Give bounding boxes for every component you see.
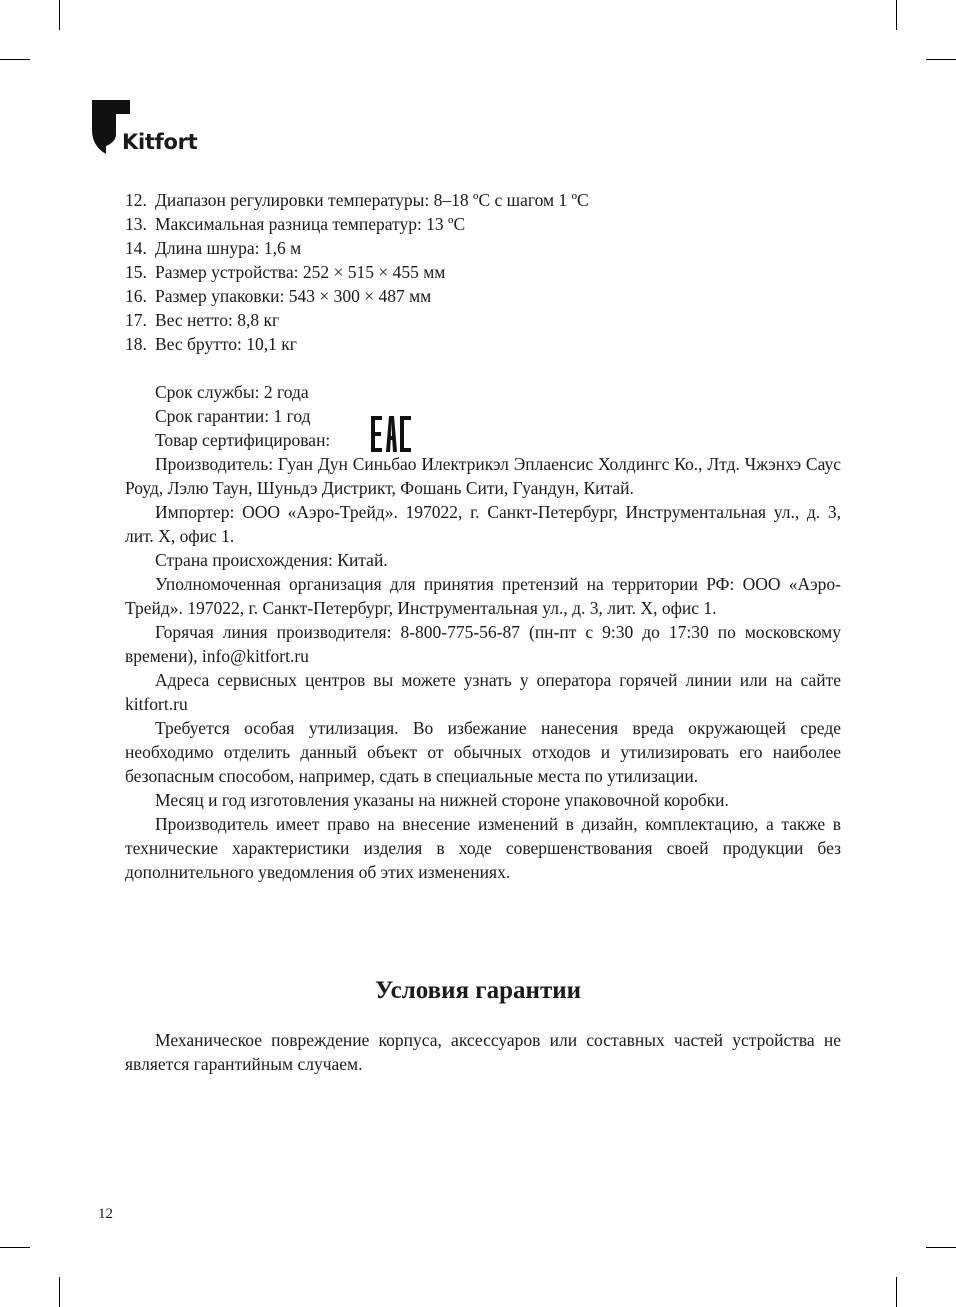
- eac-mark-icon: [371, 414, 411, 454]
- crop-mark-left-top: [0, 59, 30, 60]
- certified-label: Товар сертифицирован:: [155, 430, 331, 450]
- service-life: Срок службы: 2 года: [155, 382, 309, 402]
- crop-mark-bottom-left: [59, 1277, 60, 1307]
- spec-item: 14. Длина шнура: 1,6 м: [125, 238, 302, 258]
- service-centers-paragraph: Адреса сервисных центров вы можете узнать у оператора горячей линии или на сайте kitfort.ru: [125, 670, 841, 714]
- warranty-period: Срок гарантии: 1 год: [155, 406, 311, 426]
- certification-row: [125, 428, 841, 452]
- manufacture-date-paragraph: Месяц и год изготовления указаны на нижней стороне упаковочной коробки.: [155, 790, 729, 810]
- warranty-paragraph: Механическое повреждение корпуса, аксессуаров или составных частей устройства не является гарантийным случаем.: [125, 1030, 841, 1074]
- spec-item: 15. Размер устройства: 252 × 515 × 455 мм: [125, 262, 446, 282]
- main-content: [125, 188, 841, 884]
- spec-list: [125, 188, 841, 356]
- spec-item: 12. Диапазон регулировки температуры: 8–18 ºС с шагом 1 ºС: [125, 190, 589, 210]
- crop-mark-right-bottom: [926, 1247, 956, 1248]
- warranty-section: [125, 1028, 841, 1076]
- spec-item: 13. Максимальная разница температур: 13 ºС: [125, 214, 466, 234]
- disposal-paragraph: Требуется особая утилизация. Во избежание нанесения вреда окружающей среде необходимо отделить данный объект от обычных отходов и утилизировать его наиболее безопасным способом, например, сдать в специальные места по утилизации.: [125, 718, 841, 786]
- crop-mark-top-left: [59, 0, 60, 30]
- hotline-paragraph: Горячая линия производителя: 8-800-775-56-87 (пн-пт с 9:30 до 17:30 по московскому времени), info@kitfort.ru: [125, 622, 841, 666]
- brand-name: Kitfort: [122, 130, 198, 154]
- warranty-section-title: Условия гарантии: [374, 977, 582, 1004]
- crop-mark-top-right: [896, 0, 897, 30]
- changes-paragraph: Производитель имеет право на внесение изменений в дизайн, комплектацию, а также в технические характеристики изделия в ходе совершенствования своей продукции без дополнительного уведомления об этих изменениях.: [125, 814, 841, 882]
- authorized-org-paragraph: Уполномоченная организация для принятия претензий на территории РФ: ООО «Аэро-Трейд». 197022, г. Санкт-Петербург, Инструментальная ул., д. 3, лит. Х, офис 1.: [125, 574, 841, 618]
- importer-paragraph: Импортер: ООО «Аэро-Трейд». 197022, г. Санкт-Петербург, Инструментальная ул., д. 3, лит. Х, офис 1.: [125, 502, 841, 546]
- country-paragraph: Страна происхождения: Китай.: [155, 550, 388, 570]
- page-number: 12: [98, 1206, 113, 1222]
- crop-mark-bottom-right: [896, 1277, 897, 1307]
- spec-item: 16. Размер упаковки: 543 × 300 × 487 мм: [125, 286, 432, 306]
- crop-mark-right-top: [926, 59, 956, 60]
- crop-mark-left-bottom: [0, 1247, 30, 1248]
- spec-item: 17. Вес нетто: 8,8 кг: [125, 310, 280, 330]
- spec-item: 18. Вес брутто: 10,1 кг: [125, 334, 297, 354]
- manufacturer-paragraph: Производитель: Гуан Дун Синьбао Илектрикэл Эплаенсис Холдингс Ко., Лтд. Чжэнхэ Саус Роуд, Лэлю Таун, Шуньдэ Дистрикт, Фошань Сити, Гуандун, Китай.: [125, 454, 841, 498]
